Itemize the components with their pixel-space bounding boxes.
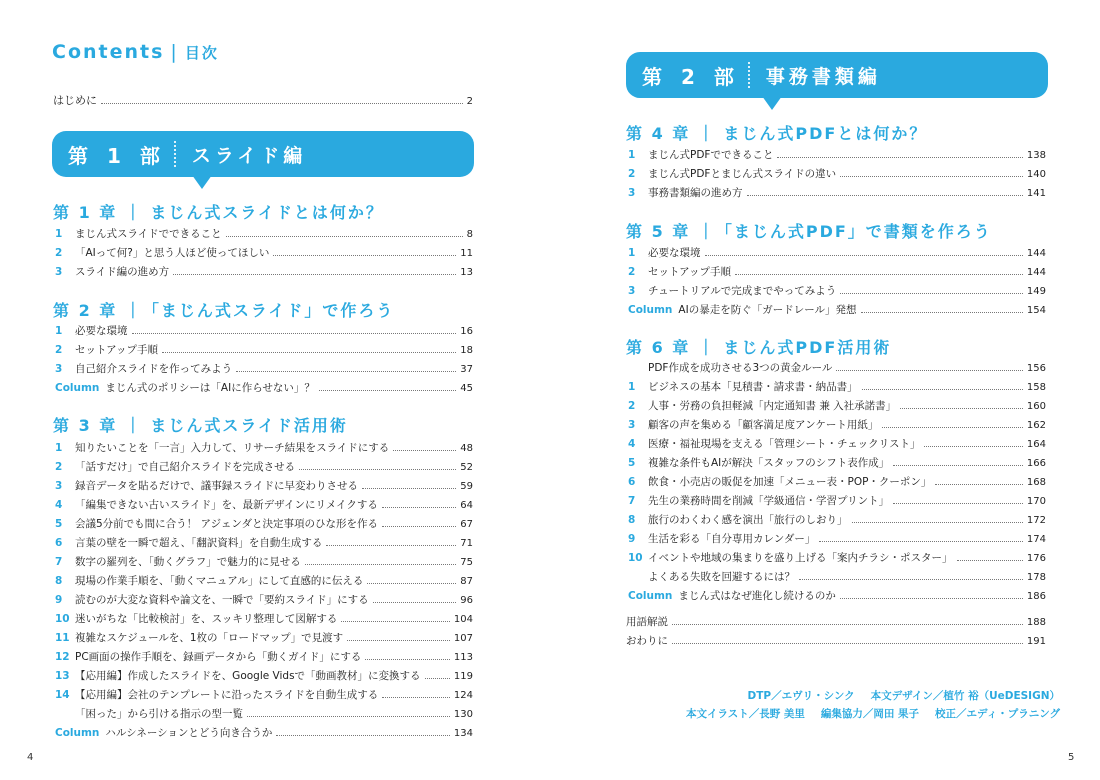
page-number: 37 bbox=[460, 364, 473, 375]
entry-title: 必要な環境 bbox=[75, 325, 128, 337]
leader-dots bbox=[747, 195, 1023, 196]
page-number: 8 bbox=[466, 229, 473, 240]
chapter-2-heading[interactable]: 第 2 章 ｜「まじん式スライド」で作ろう bbox=[53, 301, 395, 320]
page-number: 2 bbox=[466, 96, 473, 107]
entry-title: ハルシネーションとどう向き合うか bbox=[105, 727, 273, 739]
leader-dots bbox=[132, 333, 457, 334]
intro-title: はじめに bbox=[53, 94, 97, 107]
toc-entry[interactable] bbox=[628, 474, 1046, 493]
part-2-banner bbox=[626, 52, 1048, 98]
toc-entry[interactable] bbox=[628, 245, 1046, 264]
page-number: 67 bbox=[460, 519, 473, 530]
toc-entry[interactable] bbox=[628, 283, 1046, 302]
page-number: 154 bbox=[1026, 305, 1046, 316]
entry-title: 読むのが大変な資料や論文を、一瞬で「要約スライド」にする bbox=[75, 594, 369, 606]
page-number: 124 bbox=[453, 690, 473, 701]
page-number: 160 bbox=[1026, 401, 1046, 412]
leader-dots bbox=[861, 312, 1023, 313]
entry-number: 10 bbox=[55, 613, 70, 625]
entry-title: 顧客の声を集める「顧客満足度アンケート用紙」 bbox=[648, 419, 879, 431]
chapter-3-heading[interactable]: 第 3 章 ｜ まじん式スライド活用術 bbox=[53, 416, 348, 435]
page-number: 104 bbox=[453, 614, 473, 625]
toc-entry[interactable] bbox=[55, 630, 473, 649]
page-folio-left: 4 bbox=[27, 752, 34, 763]
entry-title: 数字の羅列を、「動くグラフ」で魅力的に見せる bbox=[75, 556, 301, 568]
entry-title: ビジネスの基本「見積書・請求書・納品書」 bbox=[648, 381, 858, 393]
page-number: 172 bbox=[1026, 515, 1046, 526]
page-number: 188 bbox=[1026, 617, 1046, 628]
toc-entry[interactable] bbox=[55, 478, 473, 497]
page-number: 107 bbox=[453, 633, 473, 644]
entry-number: 8 bbox=[55, 575, 63, 587]
entry-number: Column bbox=[55, 382, 100, 394]
leader-dots bbox=[840, 293, 1023, 294]
toc-entry[interactable] bbox=[55, 361, 473, 380]
leader-dots bbox=[367, 583, 456, 584]
page-number: 162 bbox=[1026, 420, 1046, 431]
toc-entry[interactable] bbox=[55, 725, 473, 744]
entry-title: 「編集できない古いスライド」を、最新デザインにリメイクする bbox=[75, 499, 378, 511]
toc-entry[interactable] bbox=[628, 379, 1046, 398]
page-number: 141 bbox=[1026, 188, 1046, 199]
leader-dots bbox=[893, 503, 1023, 504]
intro-entry[interactable] bbox=[53, 92, 473, 111]
page-number: 178 bbox=[1026, 572, 1046, 583]
entry-number: 2 bbox=[628, 400, 636, 412]
leader-dots bbox=[862, 389, 1023, 390]
page-number: 130 bbox=[453, 709, 473, 720]
page-number: 186 bbox=[1026, 591, 1046, 602]
toc-entry[interactable] bbox=[628, 493, 1046, 512]
entry-number: 3 bbox=[628, 419, 636, 431]
leader-dots bbox=[735, 274, 1023, 275]
entry-number: 3 bbox=[628, 285, 636, 297]
entry-number: 3 bbox=[55, 266, 63, 278]
entry-number: Column bbox=[628, 590, 673, 602]
toc-entry[interactable] bbox=[55, 649, 473, 668]
toc-entry[interactable] bbox=[55, 264, 473, 283]
toc-entry[interactable] bbox=[55, 516, 473, 535]
entry-number: 12 bbox=[55, 651, 70, 663]
entry-number: 6 bbox=[628, 476, 636, 488]
toc-entry[interactable] bbox=[55, 440, 473, 459]
page-number: 170 bbox=[1026, 496, 1046, 507]
toc-entry[interactable] bbox=[55, 554, 473, 573]
entry-number: 9 bbox=[628, 533, 636, 545]
entry-title: PDF作成を成功させる3つの黄金ルール bbox=[648, 362, 833, 374]
entry-title: よくある失敗を回避するには？ bbox=[648, 571, 795, 583]
entry-number: 2 bbox=[55, 344, 63, 356]
leader-dots bbox=[101, 103, 463, 104]
toc-entry[interactable] bbox=[628, 417, 1046, 436]
leader-dots bbox=[672, 643, 1023, 644]
entry-title: 生活を彩る「自分専用カレンダー」 bbox=[648, 533, 816, 545]
entry-title: 現場の作業手順を、「動くマニュアル」にして直感的に伝える bbox=[75, 575, 364, 587]
entry-number: 4 bbox=[55, 499, 63, 511]
entry-title: まじん式スライドでできること bbox=[75, 228, 222, 240]
entry-number: 10 bbox=[628, 552, 643, 564]
entry-title: スライド編の進め方 bbox=[75, 266, 170, 278]
entry-title: 旅行のわくわく感を演出「旅行のしおり」 bbox=[648, 514, 848, 526]
entry-number: 3 bbox=[628, 187, 636, 199]
entry-title: 「話すだけ」で自己紹介スライドを完成させる bbox=[75, 461, 296, 473]
contents-header bbox=[52, 41, 219, 63]
toc-entry[interactable] bbox=[55, 497, 473, 516]
chapter-3-items bbox=[55, 440, 473, 744]
leader-dots bbox=[705, 255, 1023, 256]
leader-dots bbox=[226, 236, 463, 237]
leader-dots bbox=[393, 450, 456, 451]
leader-dots bbox=[362, 488, 456, 489]
entry-title: AIの暴走を防ぐ「ガードレール」発想 bbox=[678, 304, 857, 316]
page-number: 59 bbox=[460, 481, 473, 492]
entry-title: 【応用編】会社のテンプレートに沿ったスライドを自動生成する bbox=[75, 689, 379, 701]
page-number: 48 bbox=[460, 443, 473, 454]
part-title: 事務書類編 bbox=[765, 65, 881, 88]
leader-dots bbox=[305, 564, 457, 565]
entry-number: 1 bbox=[628, 381, 636, 393]
page-number: 168 bbox=[1026, 477, 1046, 488]
entry-title: セットアップ手順 bbox=[75, 344, 158, 356]
page-number: 87 bbox=[460, 576, 473, 587]
entry-title: チュートリアルで完成までやってみよう bbox=[648, 285, 837, 297]
toc-entry[interactable] bbox=[55, 245, 473, 264]
part-number: 第 1 部 bbox=[68, 143, 166, 168]
page-number: 144 bbox=[1026, 267, 1046, 278]
toc-entry[interactable] bbox=[55, 342, 473, 361]
leader-dots bbox=[299, 469, 456, 470]
page-number: 158 bbox=[1026, 382, 1046, 393]
entry-title: 必要な環境 bbox=[648, 247, 701, 259]
page-number: 96 bbox=[460, 595, 473, 606]
toc-entry[interactable] bbox=[628, 455, 1046, 474]
toc-entry[interactable] bbox=[628, 360, 1046, 379]
leader-dots bbox=[924, 446, 1022, 447]
back-matter-items bbox=[626, 614, 1046, 652]
entry-number: 7 bbox=[55, 556, 63, 568]
entry-title: セットアップ手順 bbox=[648, 266, 731, 278]
leader-dots bbox=[840, 176, 1023, 177]
leader-dots bbox=[957, 560, 1023, 561]
credits-block bbox=[670, 687, 1060, 723]
entry-number: 6 bbox=[55, 537, 63, 549]
entry-number: 1 bbox=[628, 247, 636, 259]
leader-dots bbox=[236, 371, 456, 372]
entry-number: 4 bbox=[628, 438, 636, 450]
toc-entry[interactable] bbox=[628, 512, 1046, 531]
entry-number: 1 bbox=[55, 442, 63, 454]
toc-entry[interactable] bbox=[628, 588, 1046, 607]
entry-title: イベントや地域の集まりを盛り上げる「案内チラシ・ポスター」 bbox=[648, 552, 953, 564]
entry-number: Column bbox=[55, 727, 100, 739]
entry-title: 人事・労務の負担軽減「内定通知書 兼 入社承諾書」 bbox=[648, 400, 897, 412]
right-page bbox=[550, 0, 1100, 780]
chapter-1-heading[interactable]: 第 1 章 ｜ まじん式スライドとは何か？ bbox=[53, 203, 384, 222]
entry-title: 医療・福祉現場を支える「管理シート・チェックリスト」 bbox=[648, 438, 921, 450]
page-number: 140 bbox=[1026, 169, 1046, 180]
toc-entry[interactable] bbox=[55, 459, 473, 478]
chapter-6-heading[interactable]: 第 6 章 ｜ まじん式PDF活用術 bbox=[626, 338, 892, 357]
entry-title: まじん式PDFとまじん式スライドの違い bbox=[648, 168, 837, 180]
leader-dots bbox=[382, 697, 450, 698]
chapter-4-items bbox=[628, 147, 1046, 204]
credit-dtp: DTP／エヴリ・シンク bbox=[747, 690, 855, 702]
banner-tail bbox=[192, 175, 212, 189]
leader-dots bbox=[382, 507, 456, 508]
entry-title: 飲食・小売店の販促を加速「メニュー表・POP・クーポン」 bbox=[648, 476, 932, 488]
leader-dots bbox=[893, 465, 1023, 466]
chapter-5-items bbox=[628, 245, 1046, 321]
entry-number: 1 bbox=[55, 325, 63, 337]
page-number: 45 bbox=[460, 383, 473, 394]
part-title: スライド編 bbox=[191, 144, 307, 167]
toc-entry[interactable] bbox=[626, 633, 1046, 652]
entry-number: 3 bbox=[55, 363, 63, 375]
page-number: 71 bbox=[460, 538, 473, 549]
toc-entry[interactable] bbox=[55, 380, 473, 399]
entry-title: PC画面の操作手順を、録画データから「動くガイド」にする bbox=[75, 651, 362, 663]
toc-entry[interactable] bbox=[55, 706, 473, 725]
header-divider: | bbox=[170, 41, 179, 63]
toc-entry[interactable] bbox=[628, 264, 1046, 283]
toc-entry[interactable] bbox=[55, 687, 473, 706]
page-number: 166 bbox=[1026, 458, 1046, 469]
entry-number: 2 bbox=[55, 461, 63, 473]
leader-dots bbox=[935, 484, 1022, 485]
entry-title: まじん式PDFでできること bbox=[648, 149, 774, 161]
banner-tail bbox=[762, 96, 782, 110]
leader-dots bbox=[247, 716, 450, 717]
leader-dots bbox=[373, 602, 457, 603]
entry-title: 自己紹介スライドを作ってみよう bbox=[75, 363, 233, 375]
part-separator bbox=[748, 62, 750, 88]
toc-entry[interactable] bbox=[626, 614, 1046, 633]
leader-dots bbox=[900, 408, 1023, 409]
leader-dots bbox=[799, 579, 1023, 580]
entry-title: まじん式はなぜ進化し続けるのか bbox=[678, 590, 836, 602]
page-folio-right: 5 bbox=[1068, 752, 1075, 763]
entry-number: 13 bbox=[55, 670, 70, 682]
entry-number: 9 bbox=[55, 594, 63, 606]
entry-number: 2 bbox=[628, 168, 636, 180]
toc-entry[interactable] bbox=[628, 166, 1046, 185]
page-number: 191 bbox=[1026, 636, 1046, 647]
toc-entry[interactable] bbox=[628, 550, 1046, 569]
leader-dots bbox=[852, 522, 1023, 523]
credit-illustration: 本文イラスト／長野 美里 bbox=[686, 708, 805, 720]
part-separator bbox=[174, 141, 176, 167]
entry-number: 1 bbox=[628, 149, 636, 161]
leader-dots bbox=[173, 274, 456, 275]
page-number: 156 bbox=[1026, 363, 1046, 374]
credit-proofreading: 校正／エディ・プラニング bbox=[935, 708, 1060, 720]
chapter-4-heading[interactable]: 第 4 章 ｜ まじん式PDFとは何か？ bbox=[626, 124, 928, 143]
toc-entry[interactable] bbox=[628, 569, 1046, 588]
chapter-6-items bbox=[628, 360, 1046, 607]
entry-number: 1 bbox=[55, 228, 63, 240]
part-1-banner bbox=[52, 131, 474, 177]
entry-number: 11 bbox=[55, 632, 70, 644]
leader-dots bbox=[382, 526, 456, 527]
credit-design: 本文デザイン／植竹 裕（UeDESIGN） bbox=[870, 690, 1060, 702]
entry-title: 「困った」から引ける指示の型一覧 bbox=[75, 708, 243, 720]
leader-dots bbox=[882, 427, 1023, 428]
entry-title: おわりに bbox=[626, 635, 668, 647]
contents-title-jp: 目次 bbox=[184, 44, 219, 62]
page-number: 16 bbox=[460, 326, 473, 337]
entry-title: 知りたいことを「一言」入力して、リサーチ結果をスライドにする bbox=[75, 442, 390, 454]
toc-entry[interactable] bbox=[55, 323, 473, 342]
entry-number: 5 bbox=[55, 518, 63, 530]
leader-dots bbox=[840, 598, 1023, 599]
entry-title: 「AIって何?」と思う人ほど使ってほしい bbox=[75, 247, 270, 259]
leader-dots bbox=[341, 621, 450, 622]
toc-entry[interactable] bbox=[628, 302, 1046, 321]
part-number: 第 2 部 bbox=[642, 64, 740, 89]
leader-dots bbox=[365, 659, 450, 660]
leader-dots bbox=[162, 352, 456, 353]
toc-entry[interactable] bbox=[628, 436, 1046, 455]
leader-dots bbox=[425, 678, 450, 679]
page-number: 138 bbox=[1026, 150, 1046, 161]
page-number: 174 bbox=[1026, 534, 1046, 545]
contents-title-latin: Contents bbox=[52, 41, 165, 63]
toc-entry[interactable] bbox=[55, 535, 473, 554]
toc-entry[interactable] bbox=[628, 531, 1046, 550]
entry-number: 8 bbox=[628, 514, 636, 526]
toc-entry[interactable] bbox=[55, 611, 473, 630]
page-number: 176 bbox=[1026, 553, 1046, 564]
page-number: 149 bbox=[1026, 286, 1046, 297]
toc-entry[interactable] bbox=[55, 573, 473, 592]
entry-title: 複雑な条件もAIが解決「スタッフのシフト表作成」 bbox=[648, 457, 890, 469]
entry-title: 複雑なスケジュールを、1枚の「ロードマップ」で見渡す bbox=[75, 632, 344, 644]
entry-title: まじん式のポリシーは「AIに作らせない」？ bbox=[105, 382, 315, 394]
entry-number: 2 bbox=[628, 266, 636, 278]
entry-title: 録音データを貼るだけで、議事録スライドに早変わりさせる bbox=[75, 480, 358, 492]
entry-number: Column bbox=[628, 304, 673, 316]
toc-entry[interactable] bbox=[628, 185, 1046, 204]
page-number: 52 bbox=[460, 462, 473, 473]
toc-entry[interactable] bbox=[628, 147, 1046, 166]
entry-number: 2 bbox=[55, 247, 63, 259]
page-number: 18 bbox=[460, 345, 473, 356]
credit-editing: 編集協力／岡田 果子 bbox=[820, 708, 920, 720]
toc-entry[interactable] bbox=[55, 668, 473, 687]
page-number: 113 bbox=[453, 652, 473, 663]
toc-entry[interactable] bbox=[628, 398, 1046, 417]
chapter-2-items bbox=[55, 323, 473, 399]
leader-dots bbox=[319, 390, 456, 391]
page-number: 144 bbox=[1026, 248, 1046, 259]
page-number: 64 bbox=[460, 500, 473, 511]
entry-title: 言葉の壁を一瞬で超え、「翻訳資料」を自動生成する bbox=[75, 537, 323, 549]
entry-title: 用語解説 bbox=[626, 616, 668, 628]
page-number: 11 bbox=[460, 248, 473, 259]
leader-dots bbox=[672, 624, 1023, 625]
toc-entry[interactable] bbox=[55, 226, 473, 245]
toc-entry[interactable] bbox=[55, 592, 473, 611]
leader-dots bbox=[777, 157, 1022, 158]
entry-number: 7 bbox=[628, 495, 636, 507]
entry-title: 会議5分前でも間に合う！ アジェンダと決定事項のひな形を作る bbox=[75, 518, 378, 530]
leader-dots bbox=[819, 541, 1023, 542]
page-number: 119 bbox=[453, 671, 473, 682]
chapter-5-heading[interactable]: 第 5 章 ｜「まじん式PDF」で書類を作ろう bbox=[626, 222, 992, 241]
page-number: 134 bbox=[453, 728, 473, 739]
page-number: 13 bbox=[460, 267, 473, 278]
leader-dots bbox=[347, 640, 450, 641]
entry-number: 14 bbox=[55, 689, 70, 701]
entry-title: 【応用編】作成したスライドを、Google Vidsで「動画教材」に変換する bbox=[75, 670, 421, 682]
entry-number: 5 bbox=[628, 457, 636, 469]
page-number: 164 bbox=[1026, 439, 1046, 450]
leader-dots bbox=[276, 735, 449, 736]
chapter-1-items bbox=[55, 226, 473, 283]
entry-title: 迷いがちな「比較検討」を、スッキリ整理して図解する bbox=[75, 613, 338, 625]
leader-dots bbox=[326, 545, 456, 546]
entry-title: 先生の業務時間を削減「学級通信・学習プリント」 bbox=[648, 495, 890, 507]
leader-dots bbox=[836, 370, 1022, 371]
leader-dots bbox=[273, 255, 456, 256]
entry-title: 事務書類編の進め方 bbox=[648, 187, 743, 199]
page-number: 75 bbox=[460, 557, 473, 568]
entry-number: 3 bbox=[55, 480, 63, 492]
